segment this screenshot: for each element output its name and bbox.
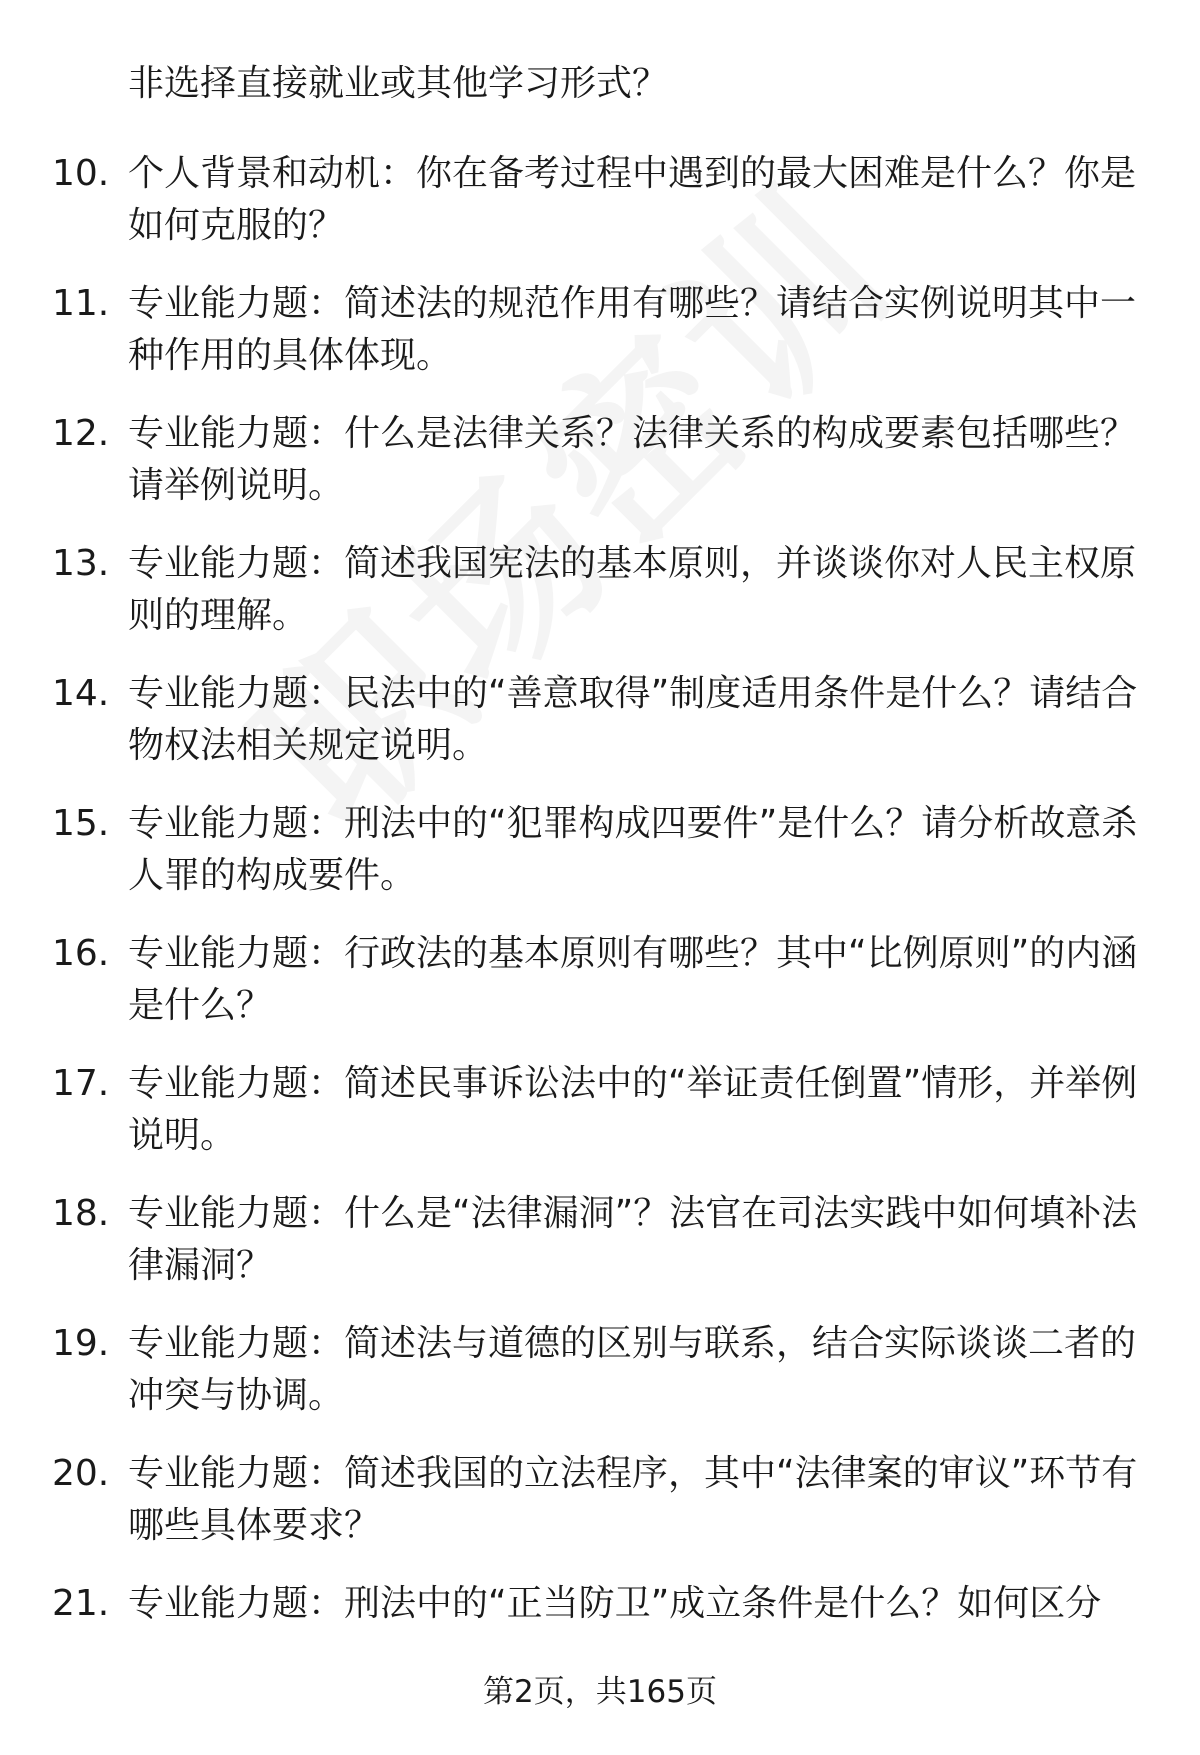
item-text: 专业能力题：简述我国宪法的基本原则，并谈谈你对人民主权原则的理解。 bbox=[128, 543, 1137, 636]
page-footer: 第2页，共165页 bbox=[483, 1674, 717, 1710]
list-item bbox=[52, 1448, 1152, 1578]
list-item bbox=[52, 148, 1152, 278]
item-text: 专业能力题：民法中的“善意取得”制度适用条件是什么？请结合物权法相关规定说明。 bbox=[128, 673, 1138, 766]
item-text: 专业能力题：行政法的基本原则有哪些？其中“比例原则”的内涵是什么？ bbox=[128, 933, 1138, 1026]
item-text: 专业能力题：什么是“法律漏洞”？法官在司法实践中如何填补法律漏洞？ bbox=[128, 1193, 1138, 1286]
item-text: 专业能力题：刑法中的“正当防卫”成立条件是什么？如何区分 bbox=[128, 1583, 1102, 1624]
item-number: 17. bbox=[52, 1063, 110, 1104]
item-number: 20. bbox=[52, 1453, 110, 1494]
item-number: 10. bbox=[52, 153, 110, 194]
item-number: 16. bbox=[52, 933, 110, 974]
item-number: 19. bbox=[52, 1323, 110, 1364]
item-text: 专业能力题：简述民事诉讼法中的“举证责任倒置”情形，并举例说明。 bbox=[128, 1063, 1138, 1156]
item-text: 专业能力题：简述法与道德的区别与联系，结合实际谈谈二者的冲突与协调。 bbox=[128, 1323, 1137, 1416]
list-item bbox=[52, 278, 1152, 408]
list-item bbox=[52, 1188, 1152, 1318]
item-text: 专业能力题：简述我国的立法程序，其中“法律案的审议”环节有哪些具体要求？ bbox=[128, 1453, 1138, 1546]
list-item bbox=[52, 408, 1152, 538]
list-item bbox=[52, 1318, 1152, 1448]
list-item bbox=[52, 538, 1152, 668]
item-text: 个人背景和动机：你在备考过程中遇到的最大困难是什么？你是如何克服的？ bbox=[128, 153, 1137, 246]
item-text: 专业能力题：简述法的规范作用有哪些？请结合实例说明其中一种作用的具体体现。 bbox=[128, 283, 1137, 376]
list-item bbox=[52, 798, 1152, 928]
list-item bbox=[52, 928, 1152, 1058]
item-number: 15. bbox=[52, 803, 110, 844]
item-number: 21. bbox=[52, 1583, 110, 1624]
item-number: 11. bbox=[52, 283, 110, 324]
list-item bbox=[52, 668, 1152, 798]
item-text: 专业能力题：什么是法律关系？法律关系的构成要素包括哪些？请举例说明。 bbox=[128, 413, 1137, 506]
item-text: 专业能力题：刑法中的“犯罪构成四要件”是什么？请分析故意杀人罪的构成要件。 bbox=[128, 803, 1138, 896]
list-item bbox=[52, 1058, 1152, 1188]
item-number: 12. bbox=[52, 413, 110, 454]
item-number: 18. bbox=[52, 1193, 110, 1234]
question-list bbox=[52, 148, 1152, 1708]
continuation-text: 非选择直接就业或其他学习形式？ bbox=[128, 63, 669, 104]
item-number: 14. bbox=[52, 673, 110, 714]
item-number: 13. bbox=[52, 543, 110, 584]
